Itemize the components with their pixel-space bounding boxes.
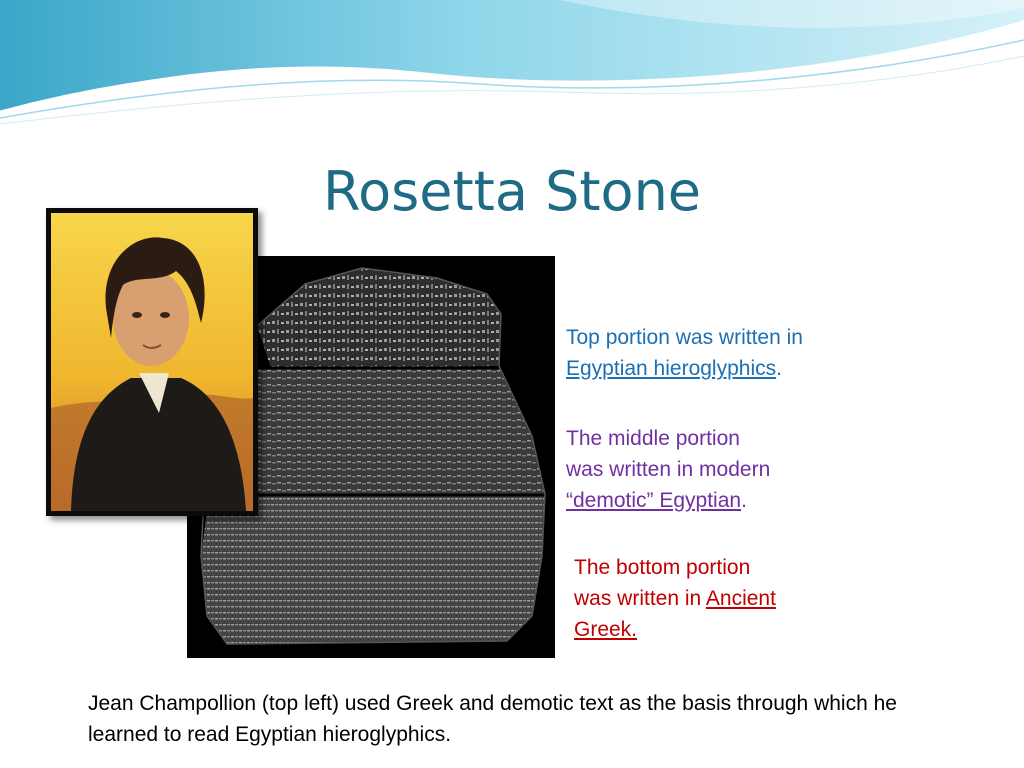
egyptian-hieroglyphics-link[interactable]: Egyptian hieroglyphics xyxy=(566,357,777,380)
ancient-greek-link-part2[interactable]: Greek. xyxy=(574,618,638,641)
note-middle-line1: The middle portion xyxy=(566,427,740,450)
note-middle-portion xyxy=(566,423,856,516)
note-bottom-line2: was written in xyxy=(574,587,706,610)
note-top-period: . xyxy=(776,357,782,380)
ancient-greek-link-part1[interactable]: Ancient xyxy=(705,587,776,610)
note-bottom-line1: The bottom portion xyxy=(574,556,751,579)
demotic-egyptian-link[interactable]: “demotic” Egyptian xyxy=(566,489,742,512)
note-middle-line2: was written in modern xyxy=(566,458,771,481)
slide-title: Rosetta Stone xyxy=(322,160,702,223)
note-middle-period: . xyxy=(741,489,747,512)
champollion-portrait xyxy=(46,208,258,516)
note-top-portion xyxy=(566,322,866,384)
note-bottom-portion xyxy=(574,552,834,645)
slide-caption: Jean Champollion (top left) used Greek and demotic text as the basis through which he learned to read Egyptian hieroglyphics. xyxy=(88,692,897,746)
note-top-text: Top portion was written in xyxy=(566,326,803,349)
header-wave-decoration xyxy=(0,0,1024,130)
